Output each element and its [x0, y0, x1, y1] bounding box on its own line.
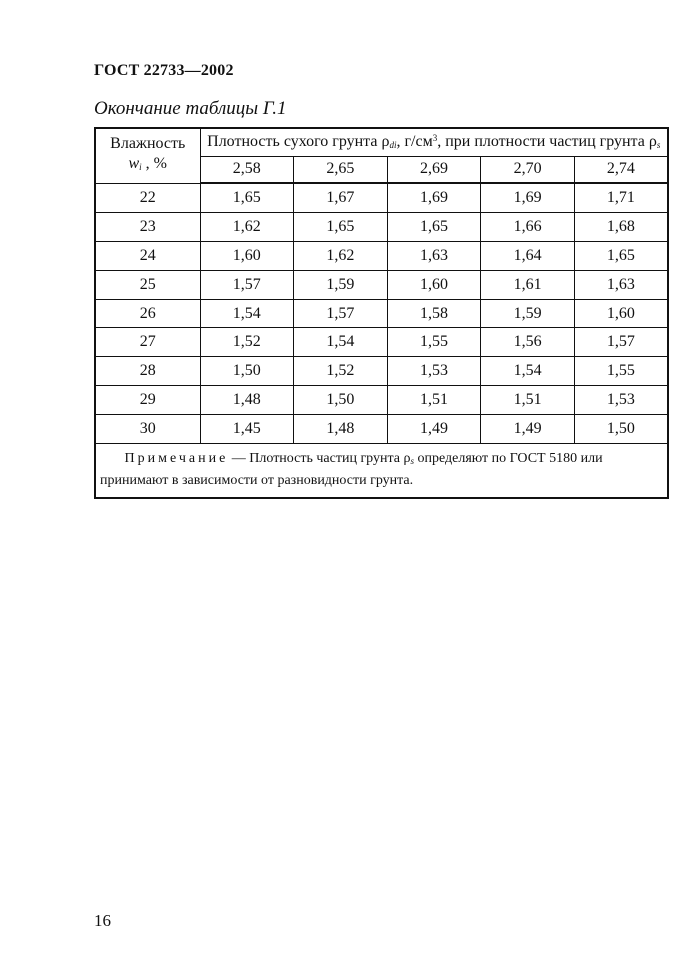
- table-row: [95, 270, 668, 299]
- table-row: [95, 183, 668, 212]
- dry-density-subscript: di: [389, 140, 397, 151]
- humidity-subscript: i: [139, 162, 142, 173]
- dry-density-cell: 1,65: [294, 212, 388, 241]
- dry-density-cell: 1,56: [481, 328, 575, 357]
- table-caption: Окончание таблицы Г.1: [94, 98, 287, 119]
- dry-density-unit: , г/см: [396, 133, 433, 151]
- dry-density-cell: 1,51: [387, 386, 481, 415]
- dry-density-cell: 1,52: [294, 357, 388, 386]
- dry-density-cell: 1,62: [294, 241, 388, 270]
- table-row: [95, 241, 668, 270]
- dry-density-cell: 1,50: [200, 357, 294, 386]
- dry-density-cell: 1,49: [481, 415, 575, 444]
- note-cell: [95, 444, 668, 499]
- dry-density-header: [200, 128, 668, 156]
- dry-density-cell: 1,60: [387, 270, 481, 299]
- dry-density-header-text: Плотность сухого грунта ρ: [207, 133, 390, 151]
- dry-density-cell: 1,55: [387, 328, 481, 357]
- dry-density-cell: 1,54: [294, 328, 388, 357]
- dry-density-cell: 1,69: [387, 183, 481, 212]
- dry-density-cell: 1,65: [387, 212, 481, 241]
- dry-density-cell: 1,62: [200, 212, 294, 241]
- note-row: [95, 444, 668, 499]
- dry-density-cell: 1,57: [200, 270, 294, 299]
- dry-density-cell: 1,71: [574, 183, 668, 212]
- humidity-unit: , %: [141, 155, 167, 173]
- dry-density-cell: 1,68: [574, 212, 668, 241]
- note-text-continued: определяют по ГОСТ 5180 или принимают в зависимости от разновидности грунта.: [100, 451, 603, 489]
- dry-density-cell: 1,52: [200, 328, 294, 357]
- dry-density-cell: 1,57: [574, 328, 668, 357]
- table-row: [95, 299, 668, 328]
- particle-density-cell: 2,58: [200, 156, 294, 183]
- humidity-cell: 22: [95, 183, 200, 212]
- note-subscript: s: [410, 456, 414, 467]
- dry-density-cell: 1,64: [481, 241, 575, 270]
- document-code: ГОСТ 22733—2002: [94, 62, 234, 79]
- dry-density-cell: 1,65: [574, 241, 668, 270]
- dry-density-cell: 1,54: [481, 357, 575, 386]
- page-number: 16: [94, 911, 111, 930]
- particle-density-cell: 2,69: [387, 156, 481, 183]
- dry-density-cell: 1,63: [387, 241, 481, 270]
- dry-density-cell: 1,55: [574, 357, 668, 386]
- dry-density-superscript: 3: [432, 133, 438, 144]
- dry-density-cell: 1,60: [200, 241, 294, 270]
- dry-density-cell: 1,65: [200, 183, 294, 212]
- particle-density-text: , при плотности частиц грунта ρ: [437, 133, 657, 151]
- note-label: Примечание: [124, 451, 229, 467]
- note-text: — Плотность частиц грунта ρ: [228, 451, 411, 467]
- dry-density-cell: 1,59: [481, 299, 575, 328]
- dry-density-cell: 1,49: [387, 415, 481, 444]
- humidity-cell: 28: [95, 357, 200, 386]
- dry-density-cell: 1,60: [574, 299, 668, 328]
- humidity-cell: 23: [95, 212, 200, 241]
- dry-density-cell: 1,59: [294, 270, 388, 299]
- humidity-cell: 30: [95, 415, 200, 444]
- humidity-cell: 25: [95, 270, 200, 299]
- humidity-cell: 26: [95, 299, 200, 328]
- particle-density-subscript: s: [656, 140, 661, 151]
- dry-density-cell: 1,54: [200, 299, 294, 328]
- dry-density-cell: 1,53: [387, 357, 481, 386]
- density-table: [94, 127, 669, 499]
- table-body: [95, 183, 668, 498]
- dry-density-cell: 1,50: [574, 415, 668, 444]
- dry-density-cell: 1,61: [481, 270, 575, 299]
- dry-density-cell: 1,50: [294, 386, 388, 415]
- dry-density-cell: 1,45: [200, 415, 294, 444]
- dry-density-cell: 1,63: [574, 270, 668, 299]
- dry-density-cell: 1,66: [481, 212, 575, 241]
- table-row: [95, 357, 668, 386]
- dry-density-cell: 1,51: [481, 386, 575, 415]
- humidity-cell: 29: [95, 386, 200, 415]
- table-row: [95, 212, 668, 241]
- humidity-cell: 27: [95, 328, 200, 357]
- humidity-symbol: w: [128, 155, 140, 173]
- dry-density-cell: 1,58: [387, 299, 481, 328]
- humidity-header: [95, 128, 200, 183]
- table-row: [95, 328, 668, 357]
- dry-density-cell: 1,53: [574, 386, 668, 415]
- particle-density-cell: 2,65: [294, 156, 388, 183]
- particle-density-cell: 2,74: [574, 156, 668, 183]
- dry-density-cell: 1,69: [481, 183, 575, 212]
- dry-density-cell: 1,67: [294, 183, 388, 212]
- particle-density-cell: 2,70: [481, 156, 575, 183]
- dry-density-cell: 1,48: [200, 386, 294, 415]
- table-row: [95, 386, 668, 415]
- humidity-cell: 24: [95, 241, 200, 270]
- dry-density-cell: 1,48: [294, 415, 388, 444]
- humidity-header-label: Влажность: [110, 135, 186, 153]
- dry-density-cell: 1,57: [294, 299, 388, 328]
- table-row: [95, 415, 668, 444]
